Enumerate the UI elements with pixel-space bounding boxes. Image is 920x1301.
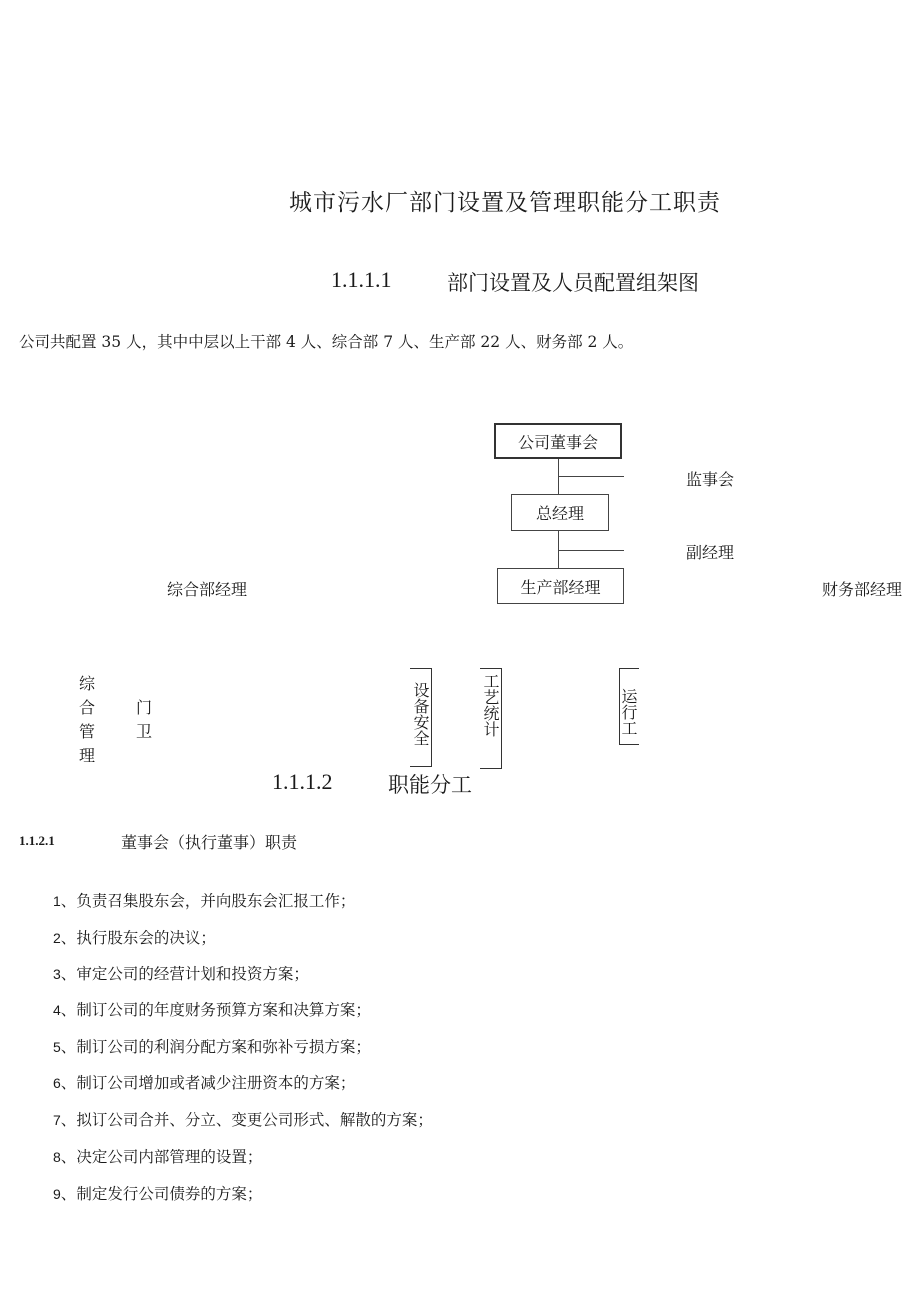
list-item xyxy=(53,1108,433,1130)
intro-paragraph: 公司共配置 35 人，其中中层以上干部 4 人、综合部 7 人、生产部 22 人、财务部 2 人。 xyxy=(19,333,634,351)
org-guard-label xyxy=(135,696,153,744)
list-item xyxy=(53,889,355,911)
item-text: 制定发行公司债券的方案； xyxy=(76,1185,263,1203)
item-number: 2 xyxy=(53,930,61,946)
org-supervisors-label: 监事会 xyxy=(686,470,735,489)
list-item xyxy=(53,1035,371,1057)
list-item xyxy=(53,926,216,948)
item-number: 9 xyxy=(53,1186,61,1202)
item-number: 7 xyxy=(53,1112,61,1128)
org-finance-mgr-label: 财务部经理 xyxy=(822,580,903,599)
item-sep: 、 xyxy=(60,892,77,910)
item-sep: 、 xyxy=(60,1185,77,1203)
org-operations-label: 运行工 xyxy=(619,688,638,736)
org-general-mgr-label: 综合部经理 xyxy=(167,580,248,599)
list-item xyxy=(53,1182,262,1204)
item-text: 审定公司的经营计划和投资方案； xyxy=(76,965,309,983)
org-connector xyxy=(558,550,624,551)
char: 管 xyxy=(78,722,95,741)
item-number: 8 xyxy=(53,1149,61,1165)
item-number: 3 xyxy=(53,966,61,982)
item-sep: 、 xyxy=(60,1038,77,1056)
item-text: 决定公司内部管理的设置； xyxy=(76,1148,263,1166)
list-item xyxy=(53,1145,262,1167)
item-text: 执行股东会的决议； xyxy=(76,929,216,947)
char: 合 xyxy=(78,698,95,717)
item-number: 5 xyxy=(53,1039,61,1055)
item-number: 6 xyxy=(53,1075,61,1091)
item-sep: 、 xyxy=(60,1074,77,1092)
org-deputy-label: 副经理 xyxy=(686,543,735,562)
org-general-mgmt-label xyxy=(78,672,96,768)
item-sep: 、 xyxy=(60,1001,77,1019)
char: 卫 xyxy=(135,722,152,741)
org-prod-mgr-box: 生产部经理 xyxy=(497,568,624,604)
list-item xyxy=(53,962,309,984)
char: 综 xyxy=(78,674,95,693)
subsection-title: 董事会（执行董事）职责 xyxy=(121,833,298,852)
char: 门 xyxy=(135,698,152,717)
item-text: 制订公司增加或者减少注册资本的方案； xyxy=(76,1074,356,1092)
org-connector xyxy=(558,476,624,477)
item-text: 拟订公司合并、分立、变更公司形式、解散的方案； xyxy=(76,1111,433,1129)
org-board-box: 公司董事会 xyxy=(494,423,622,459)
org-gm-box: 总经理 xyxy=(511,494,609,531)
org-process-stats-label: 工艺统计 xyxy=(481,673,500,737)
item-text: 制订公司的年度财务预算方案和决算方案； xyxy=(76,1001,371,1019)
item-sep: 、 xyxy=(60,1111,77,1129)
list-item xyxy=(53,998,371,1020)
item-number: 1 xyxy=(53,893,61,909)
item-text: 负责召集股东会，并向股东会汇报工作； xyxy=(76,892,356,910)
document-title: 城市污水厂部门设置及管理职能分工职责 xyxy=(289,190,721,216)
org-equipment-safety-label: 设备安全 xyxy=(411,682,430,746)
section-number: 1.1.1.2 xyxy=(272,769,333,794)
section-number: 1.1.1.1 xyxy=(331,267,392,292)
item-sep: 、 xyxy=(60,929,77,947)
subsection-number: 1.1.2.1 xyxy=(19,833,55,848)
list-item xyxy=(53,1071,355,1093)
char: 理 xyxy=(78,746,95,765)
item-sep: 、 xyxy=(60,1148,77,1166)
section-title: 职能分工 xyxy=(388,773,472,797)
item-number: 4 xyxy=(53,1002,61,1018)
item-sep: 、 xyxy=(60,965,77,983)
item-text: 制订公司的利润分配方案和弥补亏损方案； xyxy=(76,1038,371,1056)
section-title: 部门设置及人员配置组架图 xyxy=(447,271,699,295)
